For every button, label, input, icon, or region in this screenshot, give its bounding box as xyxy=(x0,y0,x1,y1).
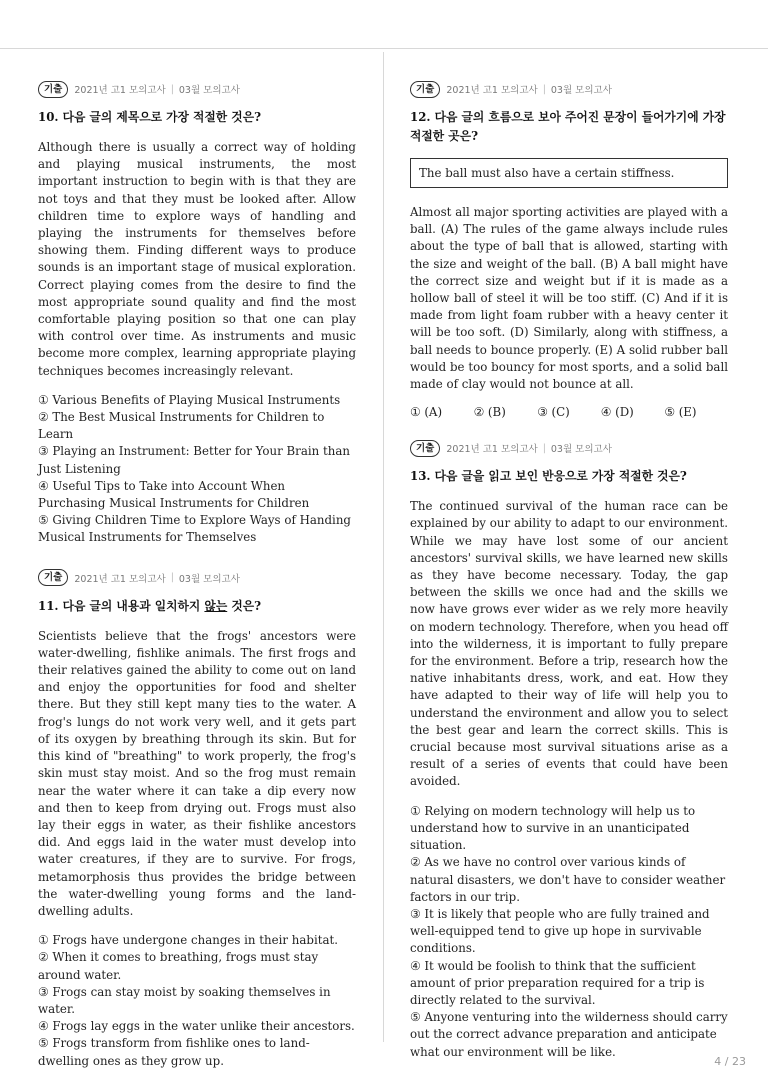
choice-3[interactable]: ③ Playing an Instrument: Better for Your Brain than Just Listening xyxy=(38,444,350,476)
choice-1[interactable]: ① (A) xyxy=(410,405,443,420)
title-text-end: 것은? xyxy=(227,598,262,613)
choice-4[interactable]: ④ It would be foolish to think that the sufficient amount of prior preparation required for a trip is directly related to the survival. xyxy=(410,958,705,1007)
given-sentence-box: The ball must also have a certain stiffness. xyxy=(410,158,728,188)
question-13 xyxy=(410,439,728,1061)
title-text: 11. 다음 글의 내용과 일치하지 xyxy=(38,598,205,613)
exam-year: 2021년 고1 모의고사 xyxy=(74,85,166,96)
title-underlined-word: 않는 xyxy=(204,598,228,613)
exam-month: 03월 모의고사 xyxy=(550,85,612,96)
question-passage: The continued survival of the human race can be explained by our ability to adapt to our environment. While we may have lost some of our ancient ancestors' survival skills, we have learned new skills as they have become necessary. Today, the gap between the skills we once had and the skills we now have grows ever wider as we rely more heavily on modern technology. Therefore, when you head off into the wilderness, it is important to fully prepare for the environment. Before a trip, research how the native inhabitants dress, work, and eat. How they have adapted to their way of life will help you to understand the environment and allow you to select the best gear and learn the correct skills. This is crucial because most survival situations arise as a result of a series of events that could have been avoided. xyxy=(410,499,728,789)
answer-choices xyxy=(38,932,356,1070)
choice-3[interactable]: ③ Frogs can stay moist by soaking themselves in water. xyxy=(38,984,331,1016)
question-title: 10. 다음 글의 제목으로 가장 적절한 것은? xyxy=(38,110,262,124)
answer-choices xyxy=(410,803,728,1061)
exam-month: 03월 모의고사 xyxy=(178,85,240,96)
right-column xyxy=(410,80,728,1077)
question-passage: Although there is usually a correct way of holding and playing musical instruments, the most important instruction to begin with is that they are not toys and that they must be looked after. Allow children time to explore ways of handling and playing the instruments for themselves before showing them. Finding different ways to produce sounds is an important stage of musical exploration. Correct playing comes from the desire to find the most appropriate sound quality and find the most comfortable playing position so that one can play with control over time. As instruments and music become more complex, learning appropriate playing techniques becomes increasingly relevant. xyxy=(38,140,356,378)
question-11 xyxy=(38,569,356,1070)
question-10 xyxy=(38,80,356,547)
choice-2[interactable]: ② When it comes to breathing, frogs must stay around water. xyxy=(38,950,319,982)
choice-5[interactable]: ⑤ Giving Children Time to Explore Ways of Handing Musical Instruments for Themselves xyxy=(38,513,351,545)
choice-1[interactable]: ① Various Benefits of Playing Musical Instruments xyxy=(38,392,341,407)
exam-year: 2021년 고1 모의고사 xyxy=(74,573,166,585)
page-number: 4 / 23 xyxy=(714,1055,746,1068)
exam-tag-badge: 기출 xyxy=(38,81,68,98)
question-meta xyxy=(38,569,356,587)
question-title xyxy=(38,597,356,616)
choice-3[interactable]: ③ (C) xyxy=(537,405,570,420)
exam-year: 2021년 고1 모의고사 xyxy=(446,444,538,456)
question-title: 13. 다음 글을 읽고 보인 반응으로 가장 적절한 것은? xyxy=(410,469,687,484)
meta-separator: | xyxy=(170,572,174,584)
exam-tag-badge: 기출 xyxy=(38,569,68,586)
question-12 xyxy=(410,80,728,419)
exam-tag-badge: 기출 xyxy=(410,440,440,457)
choice-2[interactable]: ② (B) xyxy=(473,405,506,420)
exam-month: 03월 모의고사 xyxy=(178,573,240,585)
question-meta xyxy=(410,439,728,457)
choice-5[interactable]: ⑤ Frogs transform from fishlike ones to land-dwelling ones as they grow up. xyxy=(38,1036,310,1068)
choice-4[interactable]: ④ (D) xyxy=(600,405,634,420)
choice-3[interactable]: ③ It is likely that people who are fully trained and well-equipped tend to give up hope in survivable conditions. xyxy=(410,906,710,956)
choice-1[interactable]: ① Relying on modern technology will help us to understand how to survive in an unanticipated situation. xyxy=(410,803,696,853)
choice-5[interactable]: ⑤ Anyone venturing into the wilderness should carry out the correct advance preparation and anticipate what our environment will be like. xyxy=(410,1010,728,1059)
choice-1[interactable]: ① Frogs have undergone changes in their habitat. xyxy=(38,933,338,948)
choice-5[interactable]: ⑤ (E) xyxy=(664,405,697,420)
exam-tag-badge: 기출 xyxy=(410,81,440,98)
meta-separator: | xyxy=(542,442,546,454)
question-passage: Scientists believe that the frogs' ancestors were water-dwelling, fishlike animals. The first frogs and their relatives gained the ability to come out on land and enjoy the opportunities for food and shelter there. But they still kept many ties to the water. A frog's lungs do not work very well, and it gets part of its oxygen by breathing through its skin. But for this kind of "breathing" to work properly, the frog's skin must stay moist. And so the frog must remain near the water where it can take a dip every now and then to keep from drying out. Frogs must also lay their eggs in water, as their fishlike ancestors did. And eggs laid in the water must develop into water creatures, if they are to survive. For frogs, metamorphosis thus provides the bridge between the water-dwelling young forms and the land-dwelling adults. xyxy=(38,628,356,918)
question-meta xyxy=(38,80,356,98)
choice-2[interactable]: ② The Best Musical Instruments for Children to Learn xyxy=(38,410,325,442)
exam-month: 03월 모의고사 xyxy=(550,444,612,456)
meta-separator: | xyxy=(170,83,174,95)
question-passage: Almost all major sporting activities are played with a ball. (A) The rules of the game always include rules about the type of ball that is allowed, starting with the size and weight of the ball. (B) A ball might have the correct size and weight but if it is made as a hollow ball of steel it will be too stiff. (C) And if it is made from light foam rubber with a heavy center it will be too soft. (D) Similarly, along with stiffness, a ball needs to bounce properly. (E) A solid rubber ball would be too bouncy for most sports, and a solid ball made of clay would not bounce at all. xyxy=(410,205,728,392)
choice-4[interactable]: ④ Frogs lay eggs in the water unlike their ancestors. xyxy=(38,1019,355,1034)
meta-separator: | xyxy=(542,83,546,95)
answer-choices xyxy=(410,405,728,419)
choice-2[interactable]: ② As we have no control over various kinds of natural disasters, we don't have to consider weather factors in our trip. xyxy=(410,855,726,904)
question-meta xyxy=(410,80,728,98)
left-column xyxy=(38,80,356,1086)
answer-choices xyxy=(38,392,356,547)
question-title: 12. 다음 글의 흐름으로 보아 주어진 문장이 들어가기에 가장 적절한 곳은? xyxy=(410,110,726,143)
choice-4[interactable]: ④ Useful Tips to Take into Account When Purchasing Musical Instruments for Children xyxy=(38,478,310,511)
exam-year: 2021년 고1 모의고사 xyxy=(446,85,538,96)
top-rule xyxy=(0,48,768,49)
column-divider xyxy=(383,52,384,1042)
